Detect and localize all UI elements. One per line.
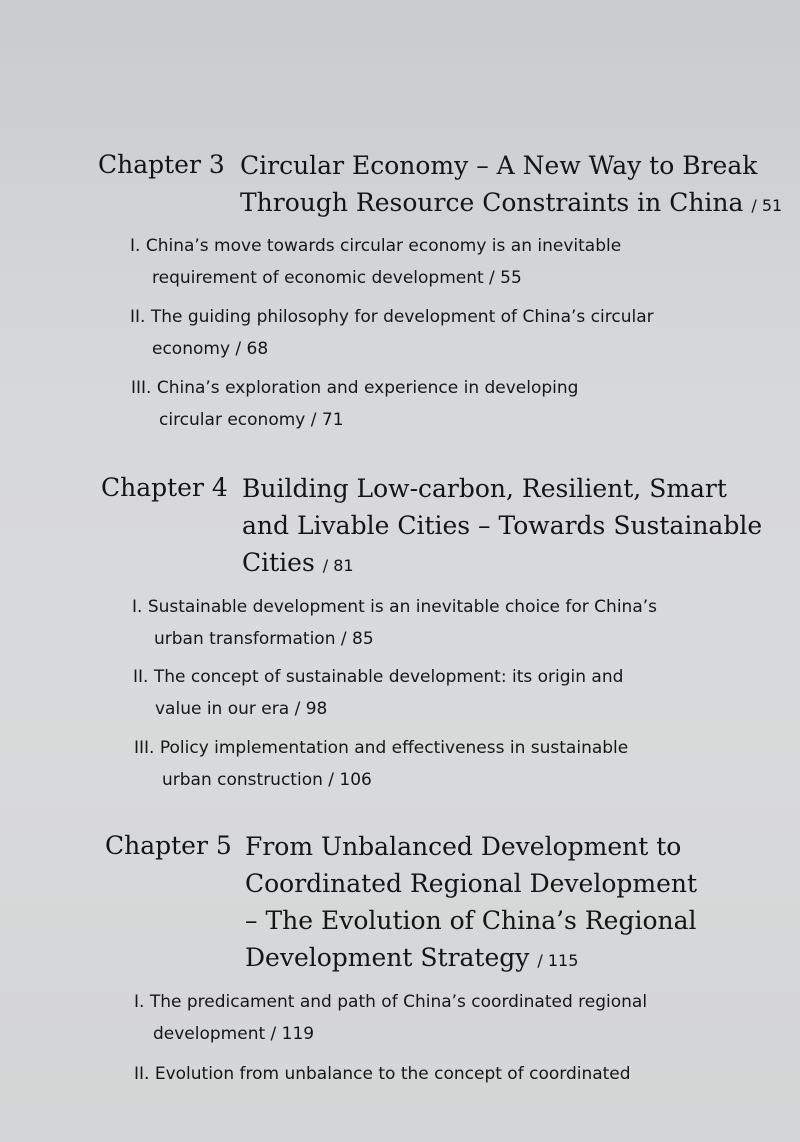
section-line: urban transformation / 85	[154, 629, 374, 649]
section-entry	[134, 1058, 631, 1090]
chapter-title-line: – The Evolution of China’s Regional	[245, 906, 697, 935]
section-line: I. The predicament and path of China’s coordinated regional	[134, 992, 648, 1012]
section-entry	[134, 986, 647, 1050]
section-entry	[130, 301, 654, 365]
section-entry	[131, 372, 578, 436]
section-line: I. Sustainable development is an inevitable choice for China’s	[132, 597, 657, 617]
chapter-title-line: Coordinated Regional Development	[245, 869, 698, 898]
section-line: circular economy / 71	[159, 410, 344, 430]
chapter-label: Chapter 5	[105, 831, 232, 860]
section-line: value in our era / 98	[155, 699, 328, 719]
chapter-title-line: and Livable Cities – Towards Sustainable	[242, 511, 763, 540]
section-line: requirement of economic development / 55	[152, 268, 522, 288]
chapter-title-line: Cities	[242, 548, 315, 577]
page-number: / 81	[322, 556, 354, 575]
section-entry	[134, 732, 628, 796]
section-entry	[130, 230, 621, 294]
chapter-title-line: Development Strategy	[245, 943, 530, 972]
section-line: I. China’s move towards circular economy is an inevitable	[130, 236, 622, 256]
section-entry	[133, 661, 623, 725]
section-line: urban construction / 106	[162, 770, 372, 790]
page-number: / 51	[751, 196, 783, 215]
chapter-label: Chapter 4	[101, 473, 228, 502]
chapter-title-line: Building Low-carbon, Resilient, Smart	[242, 474, 727, 503]
section-entry	[132, 591, 657, 655]
section-line: II. Evolution from unbalance to the concept of coordinated	[134, 1064, 631, 1084]
chapter-title-line: From Unbalanced Development to	[245, 832, 682, 861]
section-line: economy / 68	[152, 339, 269, 359]
section-line: II. The concept of sustainable development: its origin and	[133, 667, 624, 687]
page-number: / 115	[537, 951, 579, 970]
section-line: III. Policy implementation and effectiveness in sustainable	[134, 738, 629, 758]
section-line: II. The guiding philosophy for development of China’s circular	[130, 307, 654, 327]
chapter-title-line: Circular Economy – A New Way to Break	[240, 151, 758, 180]
section-line: development / 119	[153, 1024, 315, 1044]
chapter-label: Chapter 3	[98, 150, 225, 179]
chapter-title	[245, 828, 697, 979]
section-line: III. China’s exploration and experience in developing	[131, 378, 579, 398]
chapter-title-line: Through Resource Constraints in China	[240, 188, 744, 217]
chapter-title	[240, 147, 782, 224]
chapter-title	[242, 470, 762, 584]
